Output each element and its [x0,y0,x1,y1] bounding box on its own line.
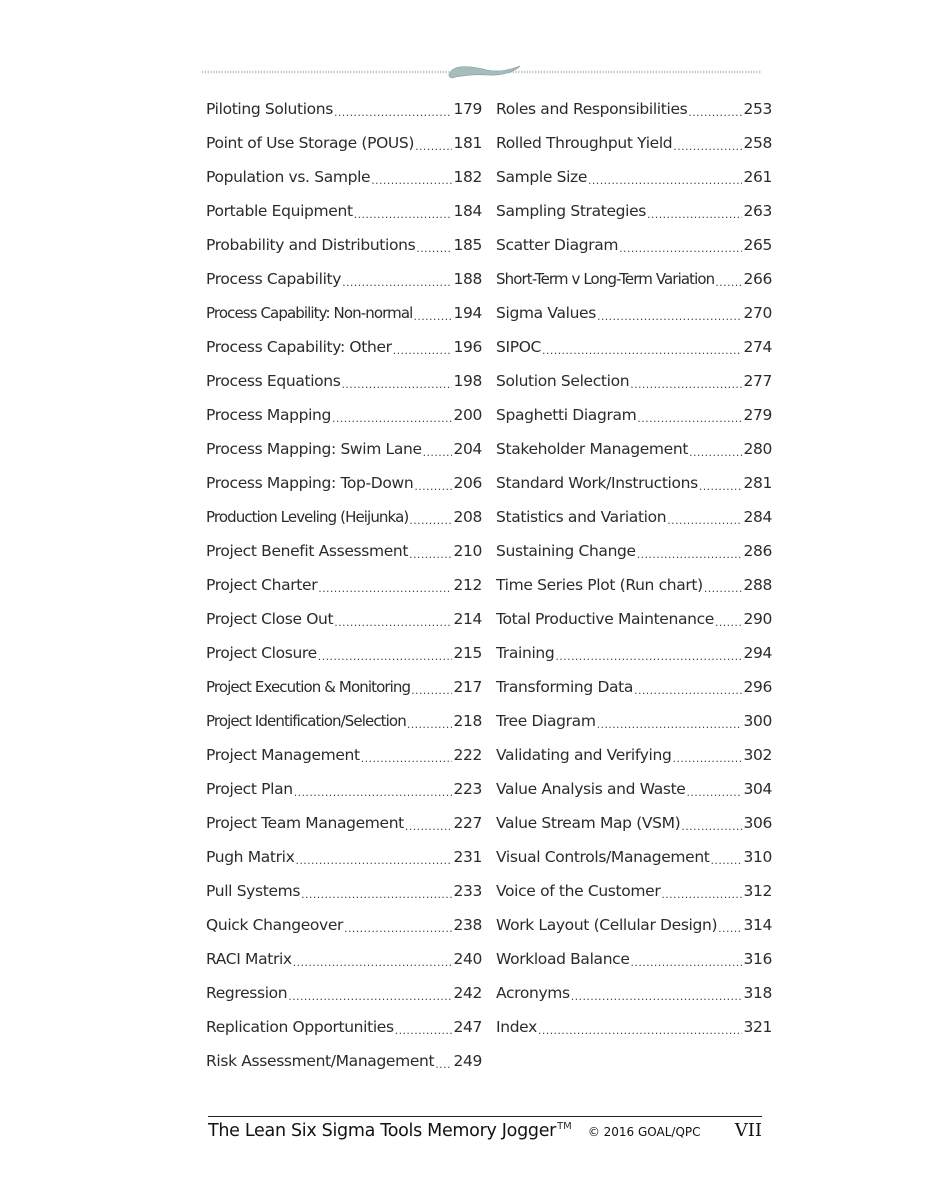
toc-entry-title: Production Leveling (Heijunka) [206,508,409,526]
toc-entry-title: Validating and Verifying [496,746,672,764]
toc-entry [206,772,482,806]
dot-leader [416,242,452,255]
dot-leader [354,208,453,221]
toc-entry [206,432,482,466]
dot-leader [409,514,452,527]
toc-entry-page: 200 [453,406,482,424]
toc-entry [206,500,482,534]
toc-entry-title: Tree Diagram [496,712,596,730]
toc-entry-page: 284 [743,508,772,526]
toc-entry [206,602,482,636]
toc-entry [496,160,772,194]
dot-leader [687,786,743,799]
toc-entry [206,942,482,976]
toc-entry-page: 314 [743,916,772,934]
dot-leader [588,174,742,187]
toc-entry [496,602,772,636]
toc-entry [206,364,482,398]
toc-entry [206,738,482,772]
dot-leader [413,310,452,323]
toc-entry-title: Population vs. Sample [206,168,371,186]
toc-entry [206,908,482,942]
toc-entry [206,874,482,908]
toc-entry [206,194,482,228]
dot-leader [415,140,452,153]
toc-entry-page: 302 [743,746,772,764]
toc-entry-page: 321 [743,1018,772,1036]
dot-leader [718,922,742,935]
toc-entry-page: 196 [453,338,482,356]
toc-entry-title: Project Charter [206,576,318,594]
dot-leader [542,344,742,357]
toc-entry-page: 247 [453,1018,482,1036]
page-number: VII [734,1120,762,1141]
toc-entry-page: 218 [453,712,482,730]
toc-entry-page: 223 [453,780,482,798]
toc-entry-title: Project Team Management [206,814,404,832]
toc-entry-title: Acronyms [496,984,570,1002]
dot-leader [715,616,743,629]
toc-entry-page: 304 [743,780,772,798]
toc-entry [496,636,772,670]
toc-entry [206,636,482,670]
toc-entry-title: Regression [206,984,288,1002]
toc-entry-title: Portable Equipment [206,202,353,220]
toc-entry-page: 227 [453,814,482,832]
toc-entry-page: 261 [743,168,772,186]
dot-leader [672,752,742,765]
dot-leader [715,276,742,289]
toc-entry-title: Sustaining Change [496,542,636,560]
toc-entry [496,534,772,568]
toc-entry [206,262,482,296]
toc-entry [206,1044,482,1078]
toc-column-right [496,92,772,1078]
footer-rule [208,1116,762,1117]
book-title: The Lean Six Sigma Tools Memory Jogger [208,1121,557,1141]
toc-entry-title: Spaghetti Diagram [496,406,637,424]
dot-leader [411,684,452,697]
toc-entry-page: 300 [743,712,772,730]
toc-entry-title: Stakeholder Management [496,440,689,458]
toc-entry-page: 184 [453,202,482,220]
dot-leader [301,888,452,901]
dot-leader [361,752,453,765]
toc-entry [206,160,482,194]
toc-entry [496,296,772,330]
dot-leader [288,990,452,1003]
dot-leader [407,718,453,731]
toc-entry-page: 214 [453,610,482,628]
dot-leader [673,140,742,153]
toc-entry [496,126,772,160]
toc-entry-title: Standard Work/Instructions [496,474,698,492]
toc-entry-page: 185 [453,236,482,254]
toc-entry-page: 280 [743,440,772,458]
toc-entry [496,364,772,398]
toc-entry-title: Sampling Strategies [496,202,646,220]
toc-entry [206,806,482,840]
toc-entry [206,840,482,874]
toc-entry-page: 181 [453,134,482,152]
toc-entry-title: Value Stream Map (VSM) [496,814,681,832]
toc-entry-title: Process Equations [206,372,341,390]
toc-entry [496,806,772,840]
toc-entry [496,330,772,364]
toc-entry-page: 231 [453,848,482,866]
dot-leader [405,820,453,833]
dot-leader [637,412,742,425]
toc-entry-title: Scatter Diagram [496,236,619,254]
toc-entry-page: 212 [453,576,482,594]
toc-entry-page: 310 [743,848,772,866]
toc-entry-page: 270 [743,304,772,322]
toc-entry-title: Project Identification/Selection [206,712,406,730]
dot-leader [393,344,453,357]
toc-entry-title: Workload Balance [496,950,630,968]
toc-entry-page: 263 [743,202,772,220]
toc-entry-title: Transforming Data [496,678,634,696]
toc-entry [496,840,772,874]
toc-entry-page: 277 [743,372,772,390]
dot-leader [332,412,452,425]
toc-entry-page: 294 [743,644,772,662]
toc-entry-page: 222 [453,746,482,764]
toc-entry-page: 290 [743,610,772,628]
toc-entry-title: Solution Selection [496,372,630,390]
toc-entry-title: Quick Changeover [206,916,344,934]
dot-leader [711,854,743,867]
toc-entry-page: 312 [743,882,772,900]
toc-entry-title: Project Plan [206,780,293,798]
dot-leader [423,446,453,459]
toc-entry-page: 279 [743,406,772,424]
toc-entry [496,1010,772,1044]
toc-entry [206,534,482,568]
dot-leader [704,582,743,595]
toc-entry-title: Rolled Throughput Yield [496,134,673,152]
dot-leader [538,1024,743,1037]
toc-entry-page: 198 [453,372,482,390]
dot-leader [342,276,452,289]
toc-entry-title: Work Layout (Cellular Design) [496,916,718,934]
toc-entry-page: 281 [743,474,772,492]
toc-entry [496,500,772,534]
toc-entry-title: Replication Opportunities [206,1018,394,1036]
toc-entry-title: Sample Size [496,168,588,186]
toc-entry-title: Project Management [206,746,360,764]
toc-entry-page: 217 [453,678,482,696]
toc-entry [206,228,482,262]
dot-leader [414,480,452,493]
toc-entry [496,942,772,976]
toc-entry [496,704,772,738]
toc-entry-page: 188 [453,270,482,288]
toc-entry-page: 265 [743,236,772,254]
toc-entry [206,976,482,1010]
toc-entry-title: Probability and Distributions [206,236,416,254]
toc-entry-title: SIPOC [496,338,542,356]
dot-leader [699,480,743,493]
toc-entry-page: 274 [743,338,772,356]
toc-entry-page: 253 [743,100,772,118]
dot-leader [630,378,742,391]
toc-entry-title: Piloting Solutions [206,100,333,118]
toc-entry-title: Statistics and Variation [496,508,667,526]
dot-leader [681,820,742,833]
toc-entry-title: Point of Use Storage (POUS) [206,134,415,152]
toc-entry-page: 296 [743,678,772,696]
toc-entry-title: Training [496,644,555,662]
dot-leader [619,242,742,255]
toc-entry-title: Value Analysis and Waste [496,780,686,798]
toc-entry-title: Process Capability: Other [206,338,392,356]
toc-entry-page: 233 [453,882,482,900]
dot-leader [631,956,743,969]
dot-leader [409,548,452,561]
toc-entry [496,670,772,704]
toc-entry-page: 249 [453,1052,482,1070]
dot-leader [293,956,453,969]
toc-entry [496,874,772,908]
toc-entry-page: 286 [743,542,772,560]
toc-entry-title: Process Mapping [206,406,331,424]
toc-entry [496,772,772,806]
toc-entry-title: Project Closure [206,644,317,662]
toc-entry-title: Sigma Values [496,304,596,322]
toc-entry [496,466,772,500]
toc-entry-page: 318 [743,984,772,1002]
toc-entry-title: Short-Term v Long-Term Variation [496,270,715,288]
header-ornament [202,60,762,84]
dot-leader [661,888,742,901]
toc-entry [496,194,772,228]
toc-entry [496,432,772,466]
toc-column-left [206,92,482,1078]
dot-leader [318,650,453,663]
toc-entry-page: 206 [453,474,482,492]
dot-leader [435,1058,452,1071]
toc-entry-page: 316 [743,950,772,968]
toc-entry-title: Project Benefit Assessment [206,542,409,560]
toc-entry-title: Process Mapping: Top-Down [206,474,414,492]
toc-entry [496,738,772,772]
toc-entry-title: RACI Matrix [206,950,292,968]
toc-entry [206,704,482,738]
dot-leader [688,106,742,119]
toc-entry-title: Project Close Out [206,610,334,628]
toc-entry-page: 208 [453,508,482,526]
toc-entry [496,92,772,126]
dot-leader [371,174,452,187]
toc-entry-title: Visual Controls/Management [496,848,710,866]
toc-entry-page: 194 [453,304,482,322]
toc-entry-title: Index [496,1018,537,1036]
toc-entry-page: 288 [743,576,772,594]
dot-leader [318,582,452,595]
toc-entry [206,398,482,432]
toc-entry [206,568,482,602]
dot-leader [295,854,452,867]
table-of-contents [206,92,772,1078]
dot-leader [634,684,742,697]
dot-leader [689,446,742,459]
toc-entry-title: Time Series Plot (Run chart) [496,576,703,594]
toc-entry-page: 182 [453,168,482,186]
toc-entry-page: 306 [743,814,772,832]
toc-entry-title: Total Productive Maintenance [496,610,714,628]
dot-leader [637,548,743,561]
toc-entry-title: Risk Assessment/Management [206,1052,435,1070]
toc-entry-page: 238 [453,916,482,934]
dot-leader [597,310,743,323]
toc-entry [496,976,772,1010]
toc-entry [206,126,482,160]
toc-entry-page: 215 [453,644,482,662]
toc-entry [206,670,482,704]
toc-entry-title: Voice of the Customer [496,882,661,900]
toc-entry-page: 210 [453,542,482,560]
toc-entry [496,228,772,262]
toc-entry-page: 204 [453,440,482,458]
dot-leader [667,514,742,527]
dot-leader [342,378,453,391]
copyright-notice: © 2016 GOAL/QPC [587,1125,701,1139]
toc-entry [206,92,482,126]
dot-leader [647,208,742,221]
dot-leader [334,616,452,629]
toc-entry-title: Process Mapping: Swim Lane [206,440,422,458]
toc-entry [496,908,772,942]
dot-leader [555,650,742,663]
toc-entry-title: Project Execution & Monitoring [206,678,411,696]
toc-entry-title: Roles and Responsibilities [496,100,688,118]
dot-leader [294,786,453,799]
toc-entry [206,1010,482,1044]
toc-entry-page: 240 [453,950,482,968]
page-footer [208,1120,762,1150]
toc-entry [496,398,772,432]
dot-leader [571,990,743,1003]
dot-leader [334,106,452,119]
trademark-symbol: TM [557,1121,572,1132]
toc-entry [496,262,772,296]
toc-entry-title: Pugh Matrix [206,848,295,866]
toc-entry [206,296,482,330]
toc-entry-title: Process Capability [206,270,342,288]
toc-entry-title: Process Capability: Non-normal [206,304,413,322]
toc-entry-page: 258 [743,134,772,152]
toc-entry [496,568,772,602]
dot-leader [597,718,743,731]
toc-entry [206,330,482,364]
toc-entry-page: 179 [453,100,482,118]
toc-entry-title: Pull Systems [206,882,301,900]
dot-leader [344,922,452,935]
toc-entry-page: 266 [743,270,772,288]
toc-entry-page: 242 [453,984,482,1002]
toc-entry [206,466,482,500]
dot-leader [395,1024,453,1037]
